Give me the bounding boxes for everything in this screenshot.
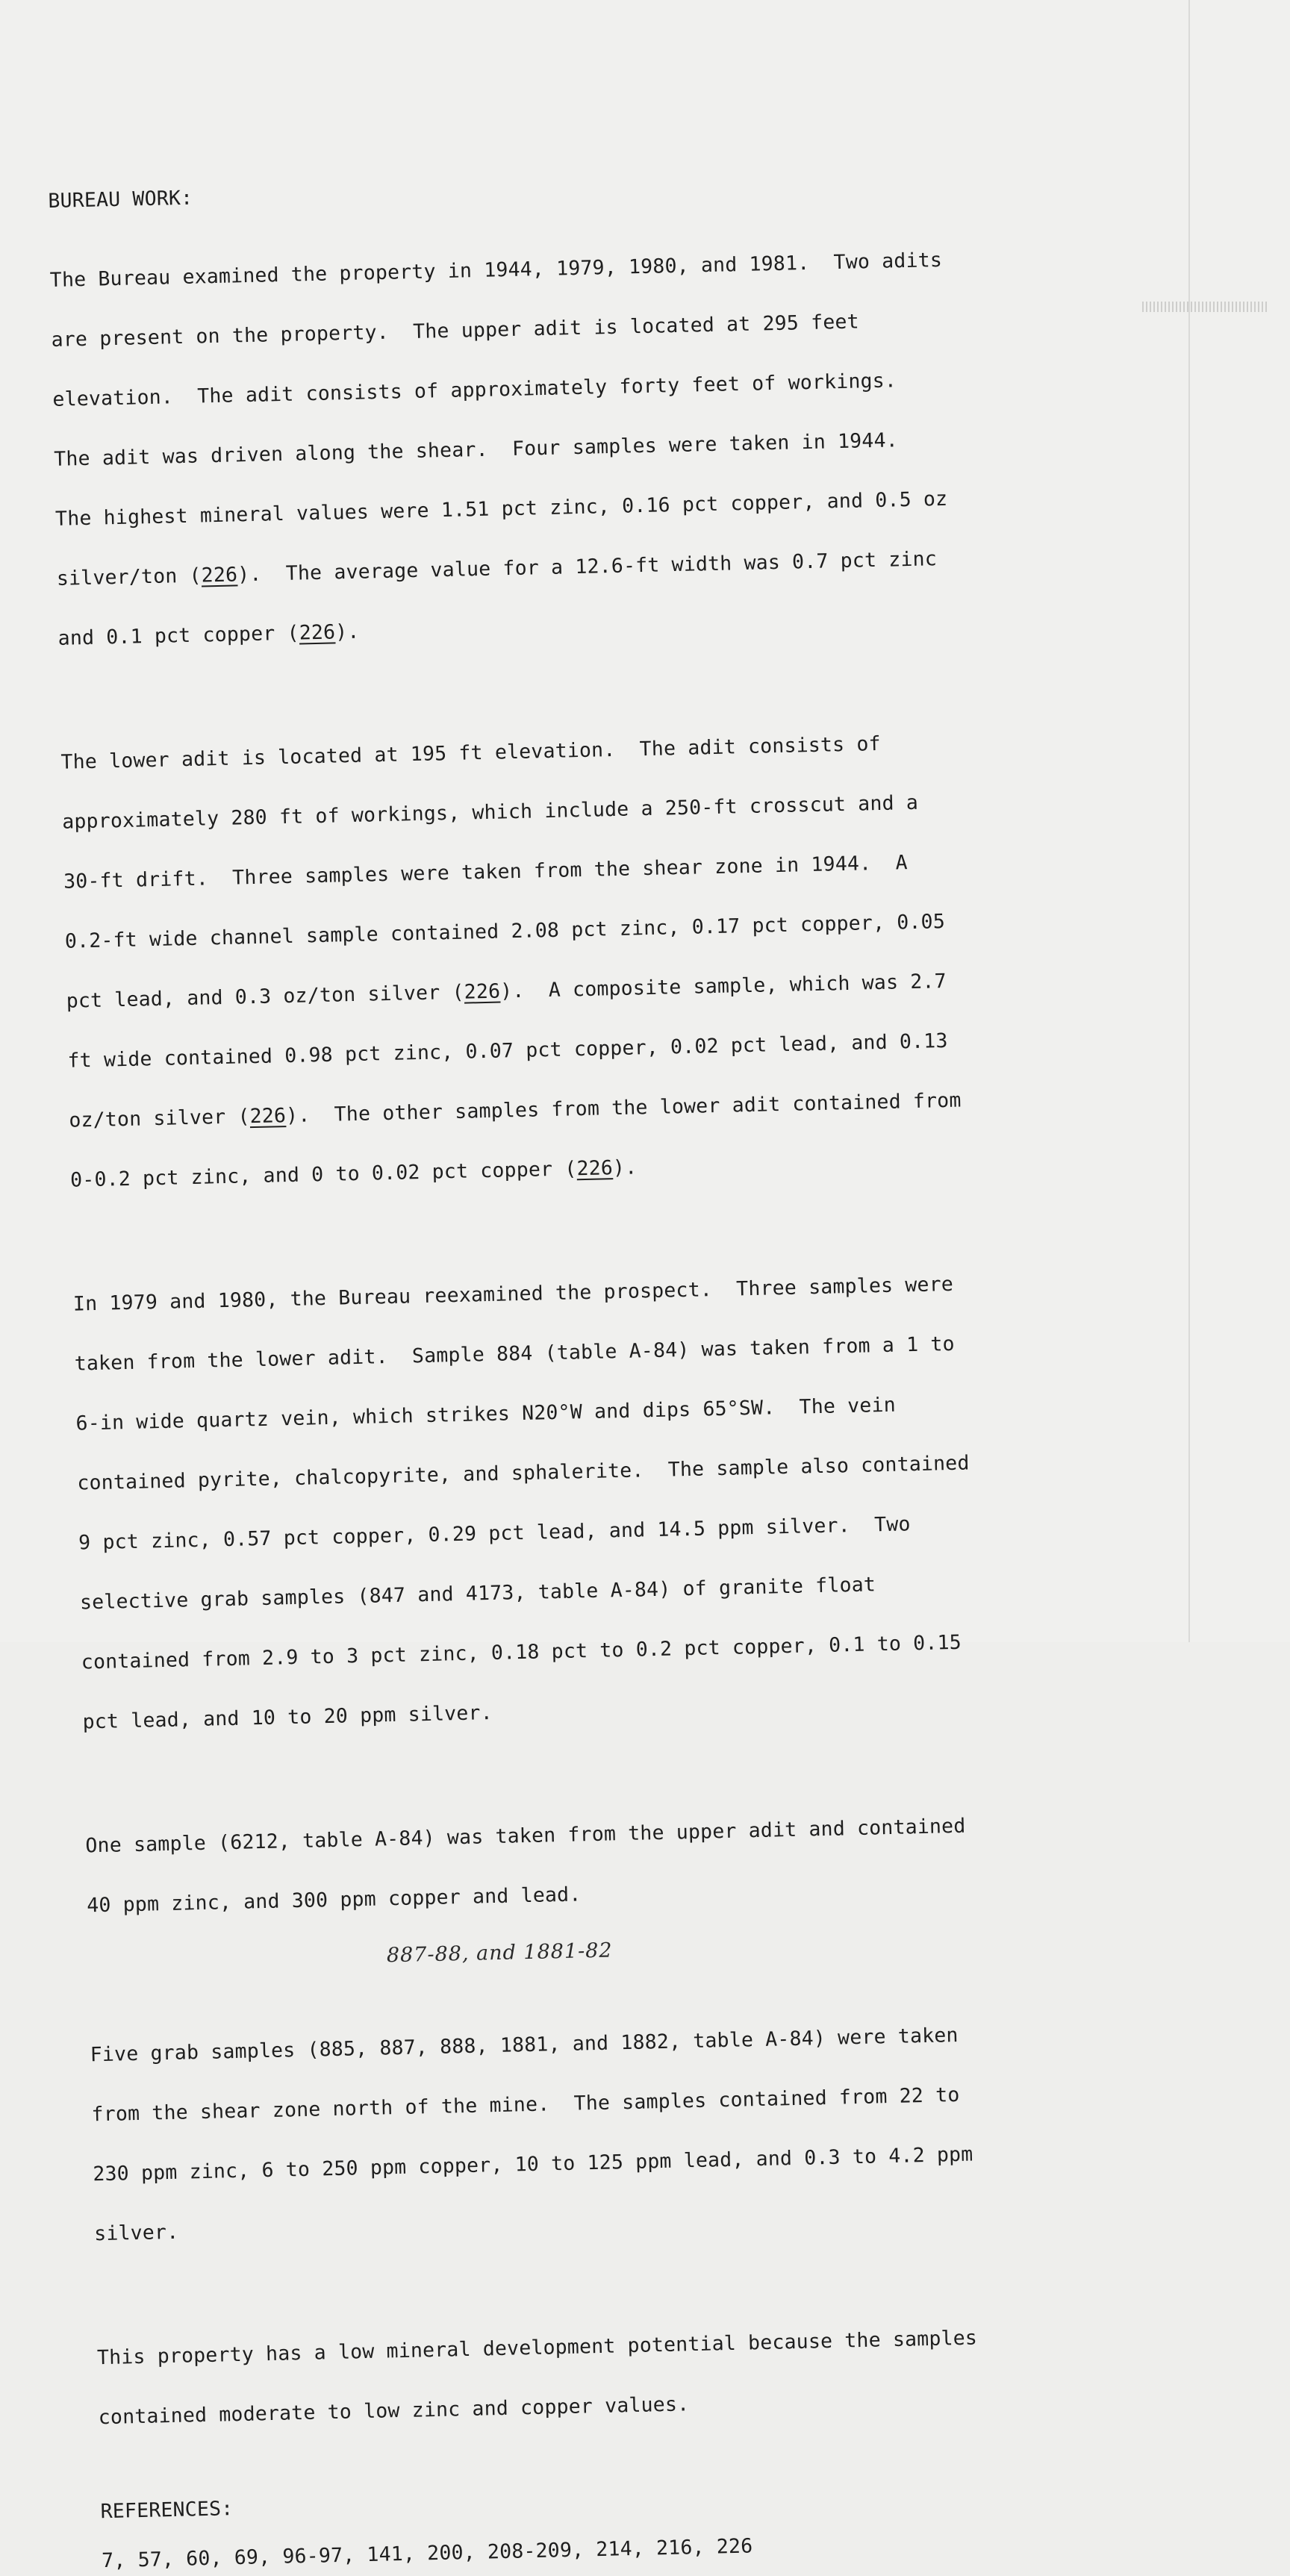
text-line: One sample (6212, table A-84) was taken from the upper adit and contained [85,1814,966,1858]
text-line: from the shear zone north of the mine. The samples contained from 22 to [91,2083,960,2127]
citation-reference: 226 [201,563,238,587]
text-line: In 1979 and 1980, the Bureau reexamined the prospect. Three samples were [72,1272,954,1316]
paragraph-conclusion [96,2292,1070,2463]
text-line: pct lead, and 0.3 oz/ton silver (226). A composite sample, which was 2.7 [66,969,947,1013]
text-line: silver/ton (226). The average value for a 12.6-ft width was 0.7 pct zinc [56,547,938,590]
text-line: The Bureau examined the property in 1944, 1979, 1980, and 1981. Two adits [49,248,943,292]
paragraph-reexamination [72,1238,1054,1767]
text-line: pct lead, and 10 to 20 ppm silver. [82,1701,493,1734]
paragraph-upper-adit [49,213,1029,683]
text-line: oz/ton silver (226). The other samples from the lower adit contained from [69,1088,962,1132]
text-line: The adit was driven along the shear. Four samples were taken in 1944. [53,428,899,471]
text-line: taken from the lower adit. Sample 884 (table A-84) was taken from a 1 to [74,1332,956,1376]
paragraph-grab-samples [89,1939,1066,2279]
text-line: 0.2-ft wide channel sample contained 2.08 pct zinc, 0.17 pct copper, 0.05 [64,909,946,953]
handwritten-annotation: 887-88, and 1881-82 [386,1939,613,1968]
citation-reference: 226 [464,979,501,1004]
text-line: 230 ppm zinc, 6 to 250 ppm copper, 10 to 125 ppm lead, and 0.3 to 4.2 ppm [93,2142,973,2186]
page-edge-shadow [1188,0,1190,1642]
section-heading-bureau-work: BUREAU WORK: [48,186,193,213]
text-line: 40 ppm zinc, and 300 ppm copper and lead. [86,1883,582,1918]
text-line: This property has a low mineral development potential because the samples [96,2326,978,2370]
scan-speckle [1142,302,1269,312]
report-body [48,165,1072,2576]
text-line: 9 pct zinc, 0.57 pct copper, 0.29 pct lead, and 14.5 ppm silver. Two [78,1512,911,1555]
paragraph-upper-adit-sample [84,1780,1058,1950]
references-list: 7, 57, 60, 69, 96-97, 141, 200, 208-209, 214, 216, 226 [101,2534,753,2573]
text-line: contained pyrite, chalcopyrite, and sphalerite. The sample also contained [77,1451,970,1495]
text-line: 6-in wide quartz vein, which strikes N20°W and dips 65°SW. The vein [75,1393,897,1435]
citation-reference: 226 [299,620,336,645]
citation-reference: 226 [576,1156,614,1181]
text-line: elevation. The adit consists of approximately forty feet of workings. [52,369,897,411]
text-line: contained from 2.9 to 3 pct zinc, 0.18 pct to 0.2 pct copper, 0.1 to 0.15 [81,1630,962,1674]
text-line: The highest mineral values were 1.51 pct zinc, 0.16 pct copper, and 0.5 oz [54,487,948,531]
paragraph-lower-adit [60,696,1041,1225]
text-line: ft wide contained 0.98 pct zinc, 0.07 pct copper, 0.02 pct lead, and 0.13 [67,1029,948,1073]
text-line: and 0.1 pct copper (226). [57,620,360,650]
text-line: approximately 280 ft of workings, which include a 250-ft crosscut and a [61,790,919,834]
text-line: selective grab samples (847 and 4173, table A-84) of granite float [79,1573,876,1615]
text-line: are present on the property. The upper adit is located at 295 feet [51,310,860,352]
text-line: silver. [93,2220,179,2246]
text-line: contained moderate to low zinc and copper values. [98,2392,690,2430]
text-line: 30-ft drift. Three samples were taken from the shear zone in 1944. A [63,851,909,894]
text-line: 0-0.2 pct zinc, and 0 to 0.02 pct copper (226). [69,1156,638,1192]
text-line: The lower adit is located at 195 ft elevation. The adit consists of [60,732,882,774]
citation-reference: 226 [249,1104,287,1129]
text-line: Five grab samples (885, 887, 888, 1881, and 1882, table A-84) were taken [90,2023,959,2067]
section-heading-references: REFERENCES: [100,2497,234,2524]
